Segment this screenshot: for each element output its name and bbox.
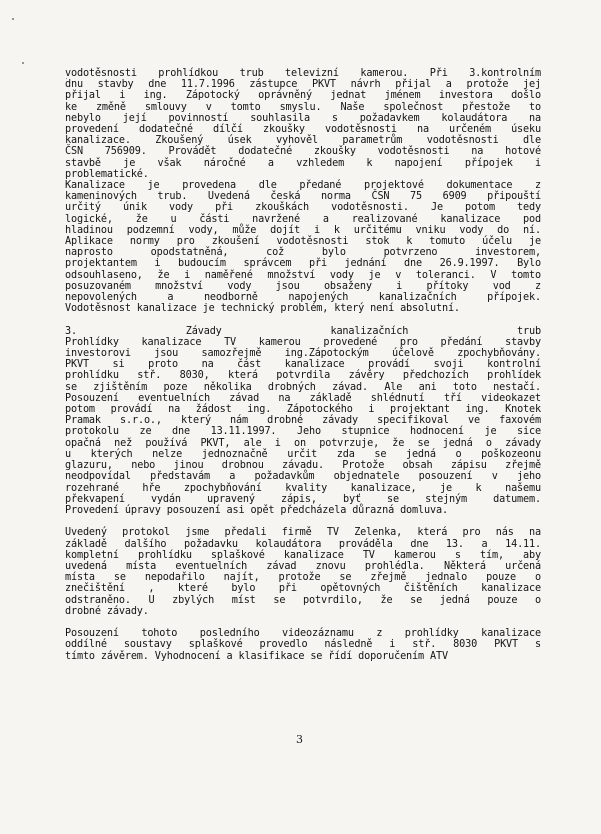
document-body: [65, 68, 541, 662]
text-line: vodotěsnosti prohlídkou trub televizní kamerou. Při 3.kontrolním: [65, 68, 541, 79]
text-line: základě dalšího požadavku kolaudátora prováděla dne 13. a 14.11.: [65, 538, 541, 550]
text-line: Posouzení tohoto posledního videozáznamu z prohlídky kanalizace: [65, 628, 541, 640]
text-line: glazuru, nebo jinou drobnou závadu. Protože obsah zápisu zřejmě: [65, 460, 541, 472]
text-line: PKVT si proto na část kanalizace provádí svoji kontrolní: [65, 359, 541, 371]
text-line: neodpovídal představám a požadavkům objednatele posouzení v jeho: [65, 471, 541, 483]
text-line: protokolu ze dne 13.11.1997. Jeho stupnice hodnocení je sice: [65, 426, 541, 438]
text-line: přijal i ing. Zápotocký oprávněný jednat jménem investora došlo: [65, 90, 541, 102]
text-line: rozehrané hře zpochybňování kvality kanalizace, je k našemu: [65, 482, 541, 494]
text-line: u kterých nelze jednoznačně určit zda se jedná o poškozeonu: [65, 448, 541, 460]
paragraph-gap: [65, 617, 541, 628]
text-line: Vodotěsnost kanalizace je technický problém, který není absolutní.: [65, 303, 460, 315]
text-line: kameninových trub. Uvedená česká norma ČSN 75 6909 připouští: [65, 191, 541, 203]
text-line: logické, že u části navržené a realizované kanalizace pod: [65, 213, 541, 225]
text-line: Provedení úpravy posouzení asi opět předcházela důrazná domluva.: [65, 504, 448, 516]
text-line: nebylo její povinností souhlasila s požadavkem kolaudátora na: [65, 112, 541, 124]
paragraph-gap: [65, 516, 541, 527]
text-line: Prohlídky kanalizace TV kamerou provedené pro předání stavby: [65, 336, 541, 348]
text-line: hladinou podzemní vody, může dojít i k určitému vniku vody do ní.: [65, 224, 541, 236]
text-line: Uvedený protokol jsme předali firmě TV Zelenka, která pro nás na: [65, 527, 541, 539]
text-line: opačná než používá PKVT, ale i on potvrzuje, že se jedná o závady: [65, 437, 541, 449]
text-line: odstraněno. U zbylých míst se potvrdilo, že se jedná pouze o: [65, 594, 541, 606]
paragraph: [65, 180, 541, 314]
scan-speck: [22, 62, 24, 64]
text-line: dnu stavby dne 11.7.1996 zástupce PKVT návrh přijal a protože jej: [65, 79, 541, 91]
text-line: znečištění , které bylo při opětovných čištěních kanalizace: [65, 583, 541, 595]
text-line: Kanalizace je provedena dle předané projektové dokumentace z: [65, 180, 541, 192]
paragraph: [65, 527, 541, 617]
text-line: se zjištěním poze několika drobných závad. Ale ani toto nestačí.: [65, 381, 541, 393]
text-line: problematické.: [65, 168, 149, 180]
text-line: určitý únik vody při zkouškách vodotěsnosti. Je potom tedy: [65, 202, 541, 214]
text-line: posuzovaném množství vody jsou obsaženy i přítoky vod z: [65, 280, 541, 292]
text-line: naprosto opodstatněná, což bylo potvrzeno investorem,: [65, 247, 541, 259]
page-number: 3: [296, 733, 303, 746]
paragraph-gap: [65, 314, 541, 325]
text-line: kanalizace. Zkoušený úsek vyhověl parametrům vodotěsnosti dle: [65, 135, 541, 147]
text-line: 3. Závady kanalizačních trub: [65, 325, 541, 337]
text-line: překvapení vydán upravený zápis, byť se stejným datumem.: [65, 493, 541, 505]
text-line: drobné závady.: [65, 605, 149, 617]
text-line: stavbě je však náročné a vzhledem k napojení přípojek i: [65, 157, 541, 169]
paragraph: [65, 68, 541, 180]
text-line: tímto závěrem. Vyhodnocení a klasifikace se řídí doporučením ATV: [65, 650, 448, 662]
text-line: ČSN 756909. Provádět dodatečné zkoušky vodotěsnosti na hotové: [65, 146, 541, 158]
text-line: nepovolených a neodborně napojených kanalizačních přípojek.: [65, 292, 541, 304]
text-line: investorovi jsou samozřejmě ing.Zápotockým účelově zpochybňovány.: [65, 348, 541, 360]
text-line: Posouzení eventuelních závad na základě shlédnutí tří videokazet: [65, 392, 541, 404]
text-line: provedení dodatečné dílčí zkoušky vodotěsnosti na určeném úseku: [65, 124, 541, 136]
paragraph: [65, 326, 541, 516]
paragraph: [65, 628, 541, 662]
text-line: kompletní prohlídku splaškové kanalizace TV kamerou s tím, aby: [65, 549, 541, 561]
text-line: odsouhlaseno, že i naměřené množství vody je v toleranci. V tomto: [65, 269, 541, 281]
text-line: potom provádí na žádost ing. Zápotockého i projektant ing. Knotek: [65, 404, 541, 416]
text-line: ke změně smlouvy v tomto smyslu. Naše společnost přestože to: [65, 101, 541, 113]
text-line: Pramak s.r.o., který nám drobné závady specifikoval ve faxovém: [65, 415, 541, 427]
text-line: místa se nepodařilo najít, protože se zřejmě jednalo pouze o: [65, 572, 541, 584]
text-line: uvedená místa eventuelních závad znovu prohlédla. Některá určená: [65, 560, 541, 572]
text-line: oddílné soustavy splaškové provedlo následně i stř. 8030 PKVT s: [65, 639, 541, 651]
scan-speck: [12, 18, 14, 20]
text-line: prohlídku stř. 8030, která potvrdila závěry předchozích prohlídek: [65, 370, 541, 382]
text-line: projektantem i budoucím správcem při jednání dne 26.9.1997. Bylo: [65, 258, 541, 270]
text-line: Aplikace normy pro zkoušení vodotěsnosti stok k tomuto účelu je: [65, 236, 541, 248]
